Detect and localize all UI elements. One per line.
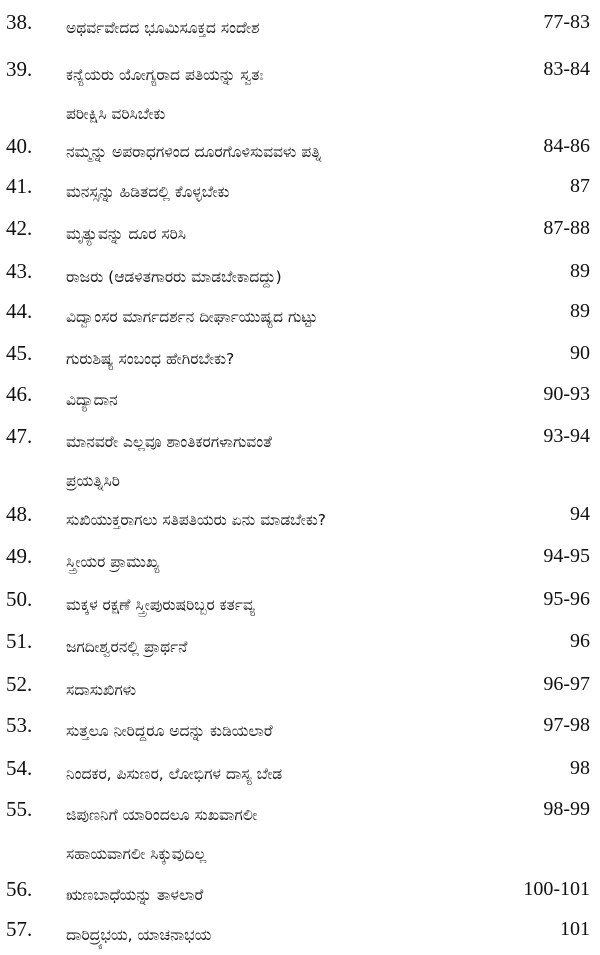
entry-page-range: 96	[570, 630, 590, 652]
entry-title-line: ಅಥರ್ವವೇದದ ಭೂಮಿಸೂಕ್ತದ ಸಂದೇಶ	[66, 19, 260, 37]
entry-title-line: ಗುರುಶಿಷ್ಯ ಸಂಬಂಧ ಹೇಗಿರಬೇಕು?	[66, 350, 235, 368]
entry-title-line: ನಮ್ಮನ್ನು ಅಪರಾಧಗಳಿಂದ ದೂರಗೊಳಿಸುವವಳು ಪತ್ನಿ	[66, 143, 322, 161]
entry-title-line: ಸ್ತ್ರೀಯರ ಪ್ರಾಮುಖ್ಯ	[66, 553, 160, 571]
entry-number: 51.	[6, 629, 33, 653]
entry-title-line: ವಿದ್ವಾಂಸರ ಮಾರ್ಗದರ್ಶನ ದೀರ್ಘಾಯುಷ್ಯದ ಗುಟ್ಟು	[66, 308, 318, 326]
entry-title	[66, 501, 476, 540]
entry-title-line: ರಾಜರು (ಆಡಳಿತಗಾರರು ಮಾಡಬೇಕಾದದ್ದು)	[66, 268, 282, 286]
entry-title	[66, 423, 476, 501]
entry-title	[66, 133, 476, 172]
entry-title-line: ಮಕ್ಕಳ ರಕ್ಷಣೆ ಸ್ತ್ರೀಪುರುಷರಿಬ್ಬರ ಕರ್ತವ್ಯ	[66, 596, 255, 614]
entry-title-line: ಸದಾಸುಖಿಗಳು	[66, 681, 137, 699]
entry-page-range: 94	[570, 503, 590, 525]
entry-page-range: 100-101	[523, 878, 590, 900]
entry-page-range: 89	[570, 300, 590, 322]
entry-title	[66, 173, 476, 212]
entry-page-range: 94-95	[543, 545, 590, 567]
entry-number: 40.	[6, 134, 33, 158]
entry-page-range: 97-98	[543, 714, 590, 736]
entry-page-range: 101	[560, 918, 590, 940]
entry-number: 56.	[6, 877, 33, 901]
entry-number: 44.	[6, 299, 33, 323]
entry-page-range: 90-93	[543, 383, 590, 405]
entry-title	[66, 543, 476, 582]
entry-title-line: ಪರೀಕ್ಷಿಸಿ ವರಿಸಿಬೇಕು	[66, 105, 166, 123]
entry-number: 46.	[6, 382, 33, 406]
entry-title	[66, 755, 476, 794]
toc-entry-39	[0, 55, 600, 123]
entry-title	[66, 340, 476, 379]
entry-title	[66, 298, 476, 337]
entry-number: 54.	[6, 756, 33, 780]
entry-title	[66, 796, 476, 874]
entry-title	[66, 56, 476, 134]
entry-title-line: ದಾರಿದ್ರ್ಯಭಯ, ಯಾಚನಾಭಯ	[66, 926, 212, 944]
entry-page-range: 96-97	[543, 673, 590, 695]
entry-page-range: 87-88	[543, 217, 590, 239]
entry-number: 53.	[6, 713, 33, 737]
entry-number: 43.	[6, 259, 33, 283]
entry-page-range: 77-83	[543, 11, 590, 33]
entry-page-range: 95-96	[543, 588, 590, 610]
entry-page-range: 89	[570, 260, 590, 282]
entry-title	[66, 9, 476, 48]
entry-title-line: ವಿದ್ಯಾದಾನ	[66, 391, 118, 409]
entry-number: 42.	[6, 216, 33, 240]
entry-title-line: ಜಿಪುಣನಿಗೆ ಯಾರಿಂದಲೂ ಸುಖವಾಗಲೀ	[66, 806, 258, 824]
entry-title-line: ಮಾನವರೇ ಎಲ್ಲವೂ ಶಾಂತಿಕರಗಳಾಗುವಂತೆ	[66, 433, 272, 451]
entry-number: 41.	[6, 174, 33, 198]
entry-title	[66, 258, 476, 297]
entry-title-line: ಕನ್ಯೆಯರು ಯೋಗ್ಯರಾದ ಪತಿಯನ್ನು ಸ್ವತಃ	[66, 66, 264, 84]
entry-number: 38.	[6, 10, 33, 34]
entry-number: 47.	[6, 424, 33, 448]
entry-number: 48.	[6, 502, 33, 526]
entry-number: 45.	[6, 341, 33, 365]
entry-page-range: 93-94	[543, 425, 590, 447]
entry-number: 50.	[6, 587, 33, 611]
entry-title-line: ಸಹಾಯವಾಗಲೀ ಸಿಕ್ಕುವುದಿಲ್ಲ	[66, 845, 207, 863]
entry-number: 57.	[6, 917, 33, 941]
entry-page-range: 90	[570, 342, 590, 364]
entry-title-line: ಋಣಬಾಧೆಯನ್ನು ತಾಳಲಾರೆ	[66, 886, 204, 904]
entry-page-range: 84-86	[543, 135, 590, 157]
entry-page-range: 83-84	[543, 58, 590, 80]
entry-title-line: ಪ್ರಯತ್ನಿಸಿರಿ	[66, 472, 120, 490]
entry-number: 55.	[6, 797, 33, 821]
entry-number: 52.	[6, 672, 33, 696]
entry-title-line: ಸುಖಿಯುಕ್ತರಾಗಲು ಸತಿಪತಿಯರು ಏನು ಮಾಡಬೇಕು?	[66, 511, 326, 529]
entry-title-line: ಸುತ್ತಲೂ ನೀರಿದ್ದರೂ ಅದನ್ನು ಕುಡಿಯಲಾರೆ	[66, 722, 273, 740]
entry-title	[66, 916, 476, 955]
entry-page-range: 98	[570, 757, 590, 779]
entry-title	[66, 712, 476, 751]
entry-title-line: ಜಗದೀಶ್ವರನಲ್ಲಿ ಪ್ರಾರ್ಥನೆ	[66, 638, 188, 656]
entry-title	[66, 215, 476, 254]
entry-title	[66, 876, 476, 915]
entry-title	[66, 381, 476, 420]
entry-title-line: ಮನಸ್ಸನ್ನು ಹಿಡಿತದಲ್ಲಿ ಕೊಳ್ಳಬೇಕು	[66, 183, 230, 201]
entry-number: 39.	[6, 57, 33, 81]
entry-title	[66, 628, 476, 667]
entry-number: 49.	[6, 544, 33, 568]
entry-title	[66, 586, 476, 625]
toc-entry-57	[0, 915, 600, 947]
entry-title-line: ಮೃತ್ಯುವನ್ನು ದೂರ ಸರಿಸಿ	[66, 225, 187, 243]
entry-title-line: ನಿಂದಕರ, ಪಿಸುಣರ, ಲೋಭಿಗಳ ದಾಸ್ಯ ಬೇಡ	[66, 765, 283, 783]
toc-entry-55	[0, 795, 600, 863]
entry-title	[66, 671, 476, 710]
entry-page-range: 98-99	[543, 798, 590, 820]
entry-page-range: 87	[570, 175, 590, 197]
toc-entry-47	[0, 422, 600, 490]
